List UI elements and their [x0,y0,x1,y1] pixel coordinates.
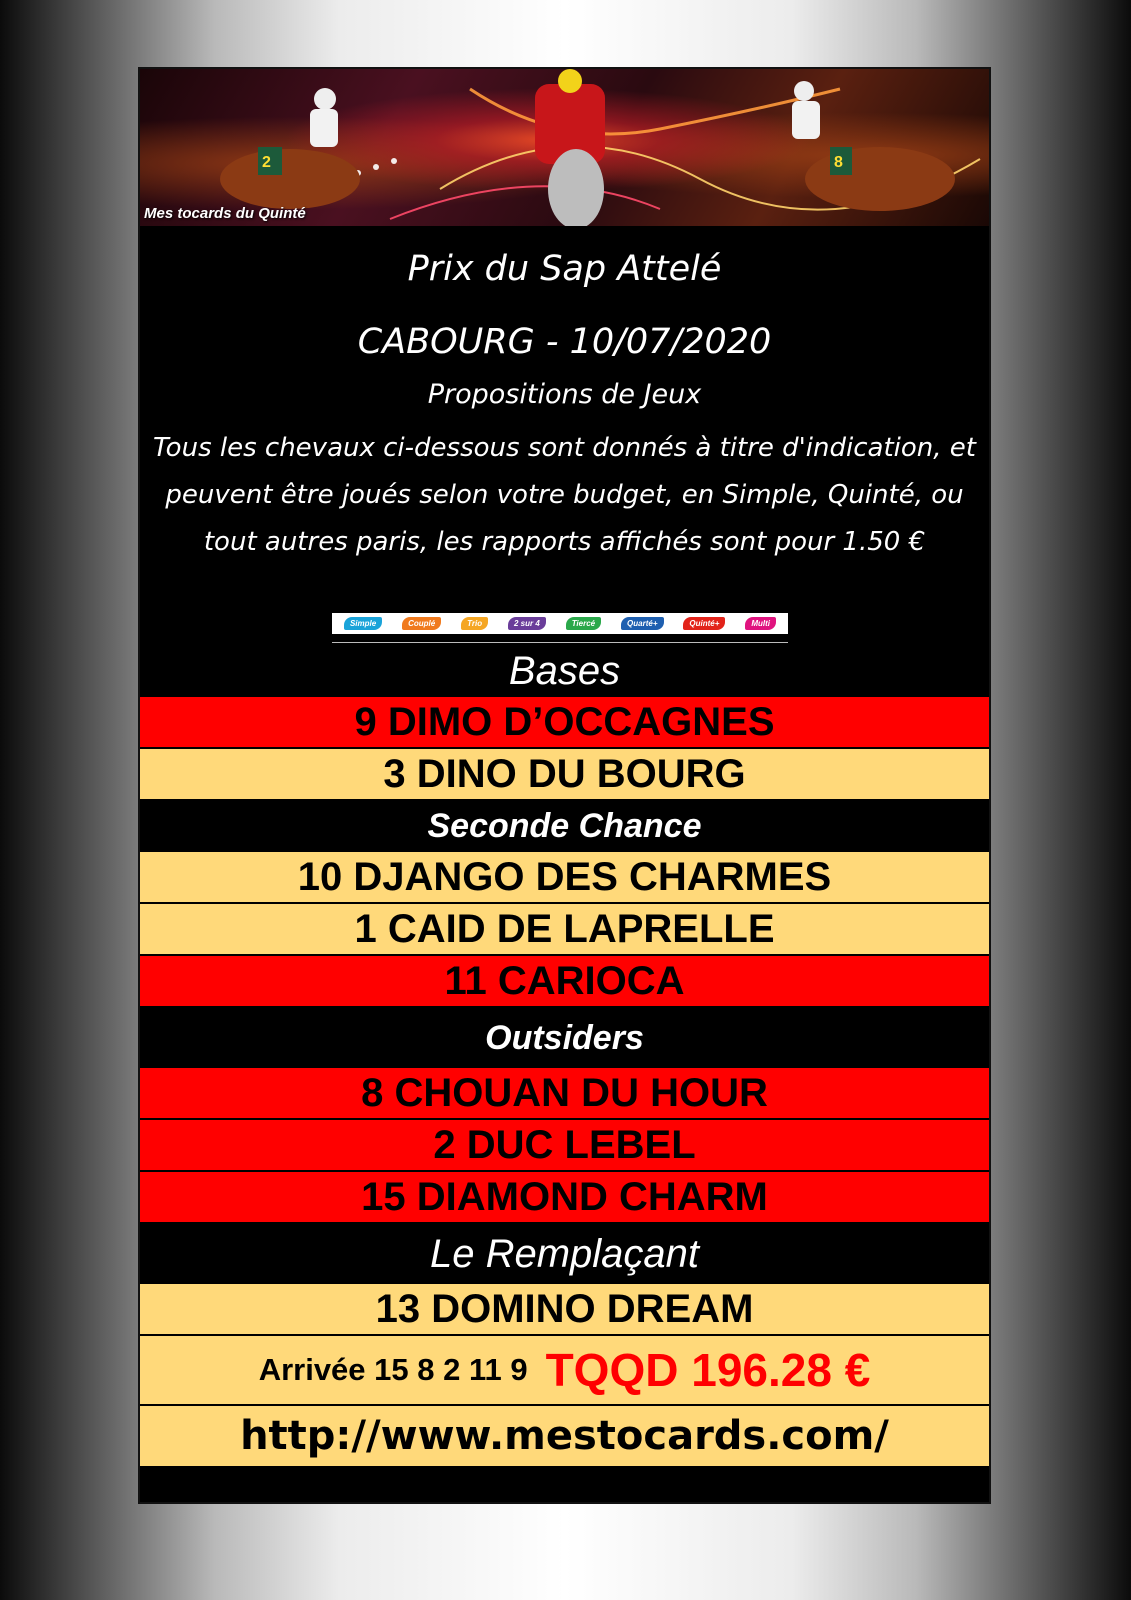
header-banner [140,69,989,226]
horse-row: 1 CAID DE LAPRELLE [140,904,989,956]
bet-type-chip: Quinté+ [683,617,725,630]
horse-row: 15 DIAMOND CHARM [140,1172,989,1224]
bet-type-chip: Couplé [402,617,441,630]
section-title-replacement: Le Remplaçant [429,1231,700,1276]
horse-left-icon [220,88,360,209]
tips-list [140,645,989,1466]
section-title-second-chance: Seconde Chance [427,807,702,845]
horse-row: 8 CHOUAN DU HOUR [140,1068,989,1120]
second-chance-group [140,852,989,1008]
horse-row: 10 DJANGO DES CHARMES [140,852,989,904]
replacement-group [140,1284,989,1336]
bet-type-chip: Quarté+ [621,617,663,630]
bet-type-chip: Tiercé [566,617,601,630]
result-row [140,1336,989,1406]
section-title-outsiders: Outsiders [485,1018,644,1057]
racing-banner-image [140,69,989,226]
horse-row: 11 CARIOCA [140,956,989,1008]
bases-group [140,697,989,801]
svg-text:8: 8 [834,154,843,171]
horse-right-icon [792,81,955,211]
banner-title: Mes tocards du Quinté [144,205,306,222]
bet-type-chip: Simple [344,617,382,630]
tips-card [138,67,991,1504]
outsiders-group [140,1068,989,1224]
horse-row: 9 DIMO D’OCCAGNES [140,697,989,749]
section-subtitle: Propositions de Jeux [427,379,702,410]
divider [332,642,788,643]
race-name: Prix du Sap Attelé [407,249,722,289]
horse-row: 13 DOMINO DREAM [140,1284,989,1336]
race-place-date: CABOURG - 10/07/2020 [357,322,772,362]
bet-types-bar [332,613,788,634]
horse-row: 3 DINO DU BOURG [140,749,989,801]
horse-row: 2 DUC LEBEL [140,1120,989,1172]
bet-type-chip: 2 sur 4 [508,617,546,630]
horse-center-icon [535,69,605,226]
website-link[interactable]: http://www.mestocards.com/ [140,1406,989,1466]
bet-type-chip: Multi [745,617,776,630]
section-title-bases: Bases [508,648,621,693]
bet-type-chip: Trio [461,617,488,630]
result-payout: TQQD 196.28 € [545,1344,871,1396]
result-finish-order: Arrivée 15 8 2 11 9 [258,1352,528,1387]
svg-text:2: 2 [262,154,271,171]
description-text: Tous les chevaux ci-dessous sont donnés à titre d'indication, et peuvent être joués selon votre budget, en Simple, Quinté, ou tout autres paris, les rapports affichés sont pour 1.50 € [153,433,976,557]
